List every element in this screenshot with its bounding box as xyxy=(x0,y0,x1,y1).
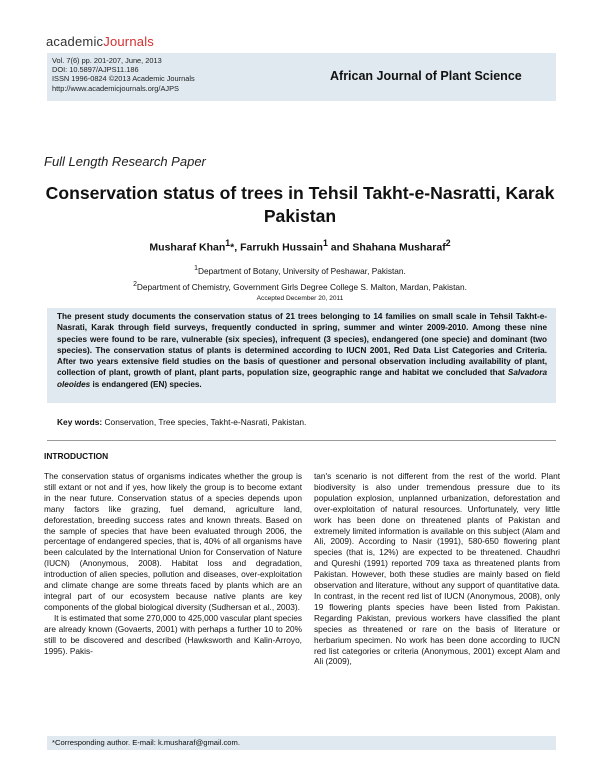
corresponding-footnote: *Corresponding author. E-mail: k.musharaf@gmail.com. xyxy=(52,738,240,747)
author-name: Farrukh Hussain xyxy=(240,241,323,254)
affiliation xyxy=(40,278,560,294)
paper-title: Conservation status of trees in Tehsil Takht-e-Nasratti, Karak Pakistan xyxy=(45,183,555,226)
meta-volume: Vol. 7(6) pp. 201-207, June, 2013 xyxy=(52,56,162,65)
affiliation xyxy=(40,262,560,278)
author-list xyxy=(40,238,560,254)
affiliation-text: Department of Chemistry, Government Girls Degree College S. Malton, Mardan, Pakistan. xyxy=(136,281,467,292)
affiliations xyxy=(40,262,560,294)
species-name: Salvadora oleoides xyxy=(57,368,547,389)
brand-suffix: Journals xyxy=(103,34,154,49)
journal-meta xyxy=(52,56,195,93)
brand-prefix: academic xyxy=(46,34,104,49)
author-name: Musharaf Khan xyxy=(149,241,226,254)
author-affil-sup: 1 xyxy=(225,238,231,248)
meta-url[interactable]: http://www.academicjournals.org/AJPS xyxy=(52,83,179,93)
publisher-logo xyxy=(46,34,154,49)
paper-type: Full Length Research Paper xyxy=(44,154,206,169)
body-column-left xyxy=(44,471,302,656)
affiliation-sup: 2 xyxy=(133,280,137,288)
author-affil-sup: 1 xyxy=(322,238,328,248)
author-separator: and xyxy=(327,241,353,254)
abstract-text-end: is endangered (EN) species. xyxy=(90,379,202,389)
keywords-text: Conservation, Tree species, Takht-e-Nasrati, Pakistan. xyxy=(104,417,307,427)
abstract xyxy=(57,311,547,390)
abstract-text: The present study documents the conservation status of 21 trees belonging to 14 families on small scale in Tehsil Takht-e-Nasrati, Karak through field surveys, frequently conducted in spring, summer and winter 2009-2010. Among these nine species were found to be rare, vulnerable (six species), infrequent (3 species), endangered (one specie) and dominant (two species). The conservation status of plants is determined according to IUCN 2001, Red Data List Categories and Criteria. After two years extensive field studies on the basis of questioner and personal observation including availability of plant, collection of plant, growth of plant, plant parts, population size, geographic range and habitat we concluded that xyxy=(57,312,547,378)
accepted-date: Accepted December 20, 2011 xyxy=(256,295,344,302)
affiliation-text: Department of Botany, University of Peshawar, Pakistan. xyxy=(198,265,406,276)
keywords-label: Key words: xyxy=(57,417,103,427)
corresponding-mark: * xyxy=(230,241,235,254)
paragraph: It is estimated that some 270,000 to 425,000 vascular plant species are already known (Govaerts, 2001) with perhaps a further 10 to 20% still to be discovered and described (Hawksworth and Kalin-Arroyo, 1995). Pakis- xyxy=(44,612,302,656)
author-name: Shahana Musharaf xyxy=(352,241,446,254)
author-separator: , xyxy=(234,241,241,254)
meta-doi[interactable]: DOI: 10.5897/AJPS11.186 xyxy=(52,65,139,75)
body-column-right xyxy=(314,471,560,667)
meta-issn: ISSN 1996-0824 ©2013 Academic Journals xyxy=(52,74,195,84)
affiliation-sup: 1 xyxy=(194,265,198,272)
keywords xyxy=(57,417,547,427)
author-affil-sup: 2 xyxy=(445,238,451,248)
paragraph: The conservation status of organisms indicates whether the group is still extant or not and if yes, how likely the group is to become extant in the near future. Conservation status of a species depends upon many factors like grazing, fuel demand, agriculture land, deforestation, breeding success rates and known threats. Based on the sample of species that have been evaluated through 2006, the percentage of endangered species, that is, 40% of all organisms have been calculated by the International Union for Conservation of Nature (IUCN) (Anonymous, 2008). Habitat loss and degradation, introduction of alien species, pollution and diseases, over-exploitation and climate change are some threats faced by plants which are an integral part of our ecosystem because native plants are key components of the global biological diversity (Sudhersan et al., 2003). xyxy=(44,471,302,612)
section-heading: INTRODUCTION xyxy=(44,451,109,461)
divider xyxy=(47,440,556,441)
paragraph: tan's scenario is not different from the rest of the world. Plant biodiversity is also under tremendous pressure due to its population explosion, unplanned urbanization, deforestation and over-exploitation of natural resources. Unfortunately, very little work has been done on threatened plants of Pakistan and extremely limited information is available on this subject (Alam and Ali, 2009). According to Nasir (1991), 580-650 flowering plant species (that is, 12%) are expected to be threatened. Chaudhri and Qureshi (1991) reported 709 taxa as threatened plants from Pakistan. However, both these studies are mainly based on field observation and literature, without any support of quantitative data. In contrast, in the recent red list of IUCN (Anonymous, 2008), only 19 flowering plants species have been listed from Pakistan. Regarding Pakistan, previous workers have classified the plant species as threatened or rare on the basis of literature or herbarium specimen. No work has been done according to IUCN red list categories or criteria (Anonymous, 2001) except Alam and Ali (2009), xyxy=(314,471,560,667)
journal-name: African Journal of Plant Science xyxy=(330,69,522,83)
